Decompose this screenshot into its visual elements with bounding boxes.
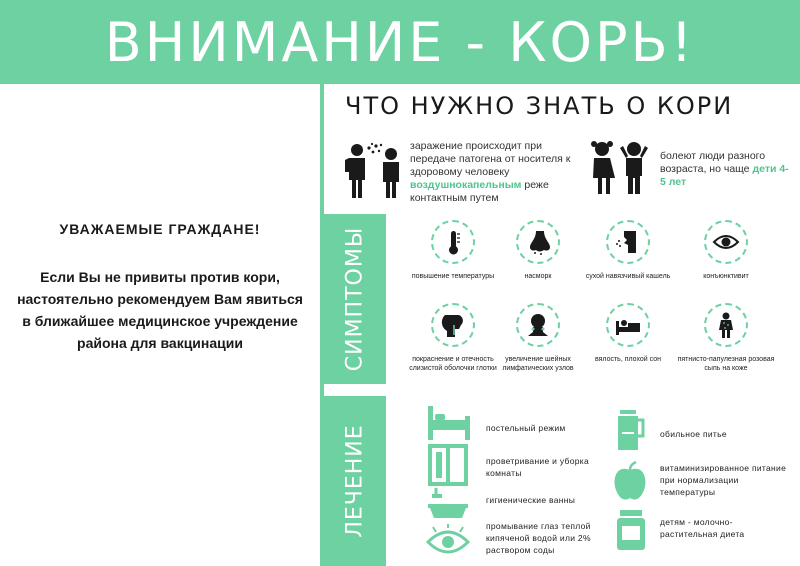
symptoms-tab	[324, 214, 386, 384]
treatment-label: постельный режим	[486, 423, 566, 433]
cough-icon	[606, 220, 650, 264]
treatment-label: обильное питье	[660, 429, 727, 439]
children-icon	[586, 140, 650, 196]
age-highlight: дети 4-5 лет	[660, 163, 789, 188]
infection-icon	[343, 140, 405, 198]
neck-icon	[516, 303, 560, 347]
milk-jar-icon	[614, 508, 648, 552]
symptom-label: увеличение шейных лимфатических узлов	[502, 356, 574, 372]
greeting-heading: УВАЖАЕМЫЕ ГРАЖДАНЕ!	[59, 221, 261, 237]
apple-icon	[612, 460, 648, 502]
infection-text-tail: реже контактным путем	[410, 179, 549, 204]
treatment-label: гигиенические ванны	[486, 495, 576, 505]
symptom-label: конъюнктивит	[703, 273, 749, 280]
vaccination-appeal: Если Вы не привиты против кори, настоятельно рекомендуем Вам явиться в ближайшее медицинское учреждение района для вакцинации	[17, 269, 303, 351]
eye-icon	[704, 220, 748, 264]
age-text	[660, 150, 790, 189]
bed-rest-icon	[606, 303, 650, 347]
symptom-label: покраснение и отечность слизистой оболочки глотки	[409, 356, 497, 372]
treatment-label: витаминизированное питание при нормализации температуры	[660, 463, 787, 497]
jug-icon	[614, 408, 646, 452]
rash-icon	[704, 303, 748, 347]
nose-icon	[516, 220, 560, 264]
treatment-label: детям - молочно-растительная диета	[660, 517, 745, 539]
symptoms-tab-label: СИМПТОМЫ	[342, 226, 368, 372]
eye-wash-icon	[426, 524, 470, 558]
symptom-label: повышение температуры	[411, 273, 495, 280]
window-icon	[428, 444, 468, 486]
left-panel	[0, 84, 320, 566]
treatment-tab-label: ЛЕЧЕНИЕ	[342, 424, 368, 538]
bathtub-icon	[426, 486, 470, 522]
symptom-label: вялость, плохой сон	[594, 356, 661, 363]
symptom-label: пятнисто-папулезная розовая сыпь на коже	[677, 356, 775, 372]
section-title: ЧТО НУЖНО ЗНАТЬ О КОРИ	[345, 92, 734, 120]
treatment-label: проветривание и уборка комнаты	[486, 456, 589, 478]
infection-text-main: заражение происходит при передаче патогена от носителя к здоровому человеку	[410, 140, 571, 178]
infection-highlight: воздушнокапельным	[410, 179, 522, 191]
thermometer-icon	[431, 220, 475, 264]
infection-text	[410, 140, 580, 205]
age-text-main: болеют люди разного возраста, но чаще	[660, 150, 766, 175]
treatment-label: промывание глаз теплой кипяченой водой или 2% раствором соды	[486, 521, 591, 555]
header-banner	[0, 0, 800, 84]
page-title: ВНИМАНИЕ - КОРЬ!	[104, 10, 696, 74]
treatment-tab	[324, 396, 386, 566]
throat-icon	[431, 303, 475, 347]
bed-icon	[426, 404, 472, 442]
symptom-label: насморк	[524, 273, 552, 280]
symptom-label: сухой навязчивый кашель	[585, 273, 671, 280]
